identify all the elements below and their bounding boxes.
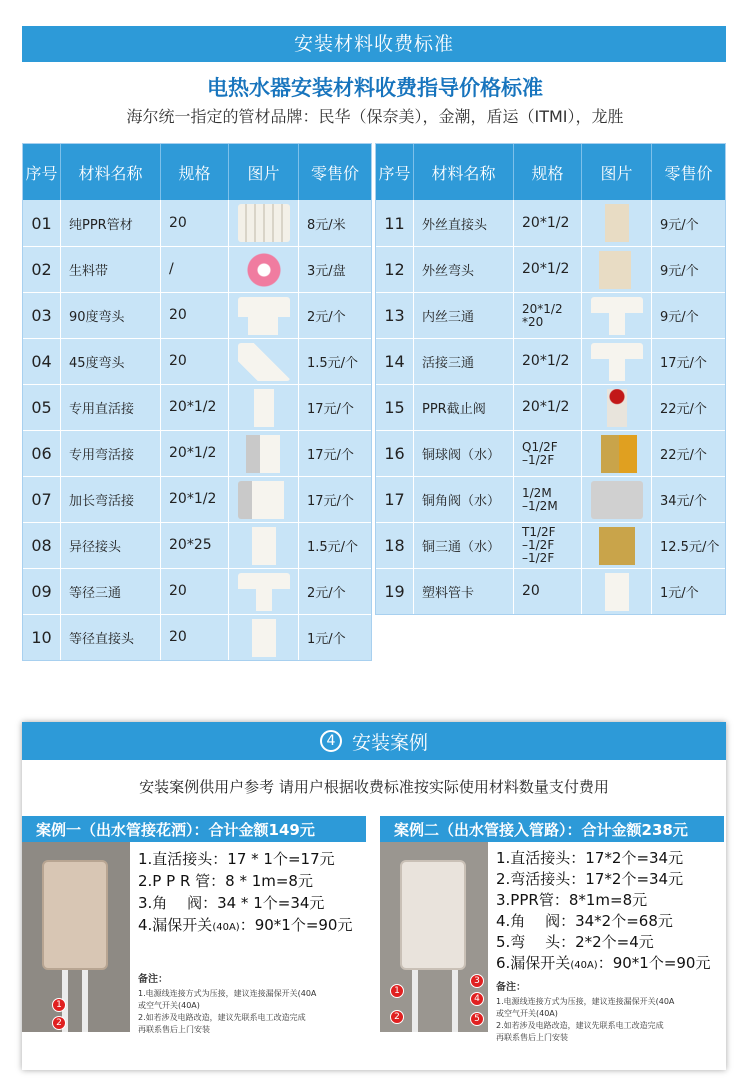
long-elbow-union-icon [238,481,290,519]
table-row [23,522,371,568]
case-item: 5.弯 头：2*2个=4元 [496,933,654,951]
material-name: 铜角阀（水） [414,477,514,522]
case-one [22,816,366,1062]
material-price: 1.5元/个 [307,540,359,555]
case-two [380,816,724,1062]
table-row [23,338,371,384]
material-price: 22元/个 [660,402,707,417]
cases-note: 安装案例供用户参考 请用户根据收费标准按实际使用材料数量支付费用 [139,778,609,796]
marker-5: 5 [470,1012,484,1026]
material-image [229,615,299,660]
row-number: 18 [376,523,414,568]
elbow-90-icon [238,297,290,335]
row-number: 17 [376,477,414,522]
material-price: 17元/个 [307,448,354,463]
material-name: 专用直活接 [61,385,161,430]
marker-2: 2 [52,1016,66,1030]
material-image [229,523,299,568]
row-number: 15 [376,385,414,430]
table-row [376,200,725,246]
male-elbow-icon [591,251,643,289]
material-name: 等径直接头 [61,615,161,660]
row-number: 05 [23,385,61,430]
material-price: 3元/盘 [307,264,346,279]
material-spec: 20 [161,339,229,384]
header-image: 图片 [229,144,299,200]
header-name: 材料名称 [61,144,161,200]
ball-valve-icon [591,435,643,473]
material-image [229,385,299,430]
row-number: 14 [376,339,414,384]
material-spec: / [161,247,229,292]
material-price: 17元/个 [307,402,354,417]
material-price: 9元/个 [660,217,699,233]
case-item: 6.漏保开关(40A)：90*1个=90元 [496,954,711,972]
material-image [582,569,652,614]
case-item: 2.弯活接头：17*2个=34元 [496,870,684,888]
row-number: 08 [23,523,61,568]
reducer-icon [238,527,290,565]
material-image [229,247,299,292]
row-number: 19 [376,569,414,614]
material-image [582,247,652,292]
material-image [582,431,652,476]
material-spec: 20 [161,200,229,246]
material-price: 1元/个 [660,586,699,601]
marker-2: 2 [390,1010,404,1024]
coupling-icon [238,619,290,657]
page-title: 电热水器安装材料收费指导价格标准 [207,76,543,100]
table-row [23,200,371,246]
material-name: 活接三通 [414,339,514,384]
material-spec: 20*1/2 [514,200,582,246]
table-row [376,430,725,476]
row-number: 04 [23,339,61,384]
header-price: 零售价 [664,163,713,183]
material-image [229,200,299,246]
material-image [582,200,652,246]
material-name: 90度弯头 [61,293,161,338]
case-two-title: 案例二（出水管接入管路）：合计金额238元 [380,816,724,842]
table-row [23,476,371,522]
row-number: 11 [376,200,414,246]
pipe-icon [82,970,88,1032]
page-banner: 安装材料收费标准 [22,26,726,62]
table-row [376,384,725,430]
material-spec: 20*1/2 [161,431,229,476]
material-image [229,339,299,384]
table-row [23,568,371,614]
row-number: 07 [23,477,61,522]
material-spec: 20*1/2 *20 [514,293,582,338]
material-price: 9元/个 [660,264,699,279]
row-number: 16 [376,431,414,476]
header-no: 序号 [376,144,414,200]
material-image [582,385,652,430]
material-name: 铜球阀（水） [414,431,514,476]
table-header [23,144,371,200]
material-image [582,523,652,568]
material-spec: 20*1/2 [161,477,229,522]
material-price: 1元/个 [307,632,346,647]
case-one-title: 案例一（出水管接花洒）：合计金额149元 [22,816,366,842]
row-number: 06 [23,431,61,476]
material-name: 45度弯头 [61,339,161,384]
water-heater-icon [400,860,466,970]
section-number: 4 [320,730,342,752]
row-number: 12 [376,247,414,292]
material-spec: T1/2F –1/2F –1/2F [514,523,582,568]
install-cases-section [22,722,726,1070]
straight-union-icon [238,389,290,427]
material-image [582,339,652,384]
case-item: 1.直活接头：17 * 1个=17元 [138,850,335,868]
header-spec: 规格 [514,144,582,200]
material-spec: 20 [161,569,229,614]
material-spec: 20 [161,615,229,660]
elbow-union-icon [238,435,290,473]
case-item: 3.角 阀：34 * 1个=34元 [138,894,325,912]
material-spec: 20*25 [161,523,229,568]
material-image [229,569,299,614]
header-image: 图片 [582,144,652,200]
material-price: 2元/个 [307,310,346,325]
material-price: 17元/个 [307,494,354,509]
table-row [23,246,371,292]
material-spec: 20 [161,293,229,338]
row-number: 02 [23,247,61,292]
material-spec: Q1/2F –1/2F [514,431,582,476]
table-row [376,292,725,338]
material-spec: 20*1/2 [514,339,582,384]
material-image [229,293,299,338]
table-row [23,384,371,430]
material-name: 外丝弯头 [414,247,514,292]
case-two-items [496,848,724,976]
material-name: PPR截止阀 [414,385,514,430]
case-item: 2.P P R 管：8 * 1m=8元 [138,872,313,890]
material-name: 专用弯活接 [61,431,161,476]
table-row [376,476,725,522]
material-price: 1.5元/个 [307,356,359,371]
material-name: 铜三通（水） [414,523,514,568]
price-table-right [375,143,726,615]
case-two-remark: 备注： 1.电源线连接方式为压接，建议连接漏保开关(40A 或空气开关(40A) 2.如若涉及电路改造，建议先联系电工改造完成 再联系售后上门安装 [496,982,675,1042]
ppr-pipe-icon [238,204,290,242]
elbow-45-icon [238,343,290,381]
material-price: 12.5元/个 [660,540,720,555]
material-name: 纯PPR管材 [61,200,161,246]
table-row [23,430,371,476]
case-two-photo [380,842,488,1032]
case-item: 4.漏保开关(40A)：90*1个=90元 [138,916,353,934]
header-name: 材料名称 [414,144,514,200]
row-number: 01 [23,200,61,246]
header-no: 序号 [23,144,61,200]
row-number: 09 [23,569,61,614]
cases-banner [22,722,726,760]
row-number: 10 [23,615,61,660]
tee-icon [238,573,290,611]
row-number: 13 [376,293,414,338]
material-spec: 20*1/2 [514,385,582,430]
material-name: 塑料管卡 [414,569,514,614]
table-row [23,292,371,338]
pipe-icon [412,970,418,1032]
marker-3: 3 [470,974,484,988]
material-spec: 1/2M –1/2M [514,477,582,522]
material-image [229,431,299,476]
material-price: 9元/个 [660,310,699,325]
table-row [376,522,725,568]
material-price: 8元/米 [307,217,346,233]
union-tee-icon [591,343,643,381]
material-name: 外丝直接头 [414,200,514,246]
material-name: 生料带 [61,247,161,292]
female-tee-icon [591,297,643,335]
table-row [376,246,725,292]
case-one-photo [22,842,130,1032]
angle-valve-icon [591,481,643,519]
table-row [376,338,725,384]
material-image [582,477,652,522]
stop-valve-icon [591,389,643,427]
brands-note: 海尔统一指定的管材品牌：民华（保奈美），金潮，盾运（ITMI），龙胜 [126,107,624,126]
material-name: 等径三通 [61,569,161,614]
material-name: 内丝三通 [414,293,514,338]
material-name: 加长弯活接 [61,477,161,522]
case-item: 3.PPR管：8*1m=8元 [496,891,648,909]
marker-1: 1 [390,984,404,998]
case-item: 4.角 阀：34*2个=68元 [496,912,673,930]
row-number: 03 [23,293,61,338]
material-spec: 20*1/2 [161,385,229,430]
table-row [376,568,725,614]
material-price: 22元/个 [660,448,707,463]
material-price: 2元/个 [307,586,346,601]
material-spec: 20*1/2 [514,247,582,292]
material-image [582,293,652,338]
brass-tee-icon [591,527,643,565]
case-one-remark: 备注： 1.电源线连接方式为压接，建议连接漏保开关(40A 或空气开关(40A) 2.如若涉及电路改造，建议先联系电工改造完成 再联系售后上门安装 [138,974,317,1034]
case-item: 1.直活接头：17*2个=34元 [496,849,684,867]
pipe-clip-icon [591,573,643,611]
material-spec: 20 [514,569,582,614]
price-table-left [22,143,372,661]
table-header [376,144,725,200]
header-spec: 规格 [161,144,229,200]
table-row [23,614,371,660]
tape-icon [238,251,290,289]
water-heater-icon [42,860,108,970]
material-price: 34元/个 [660,494,707,509]
header-price: 零售价 [310,163,359,183]
cases-title: 安装案例 [351,731,428,754]
material-name: 异径接头 [61,523,161,568]
material-image [229,477,299,522]
marker-1: 1 [52,998,66,1012]
pipe-icon [452,970,458,1032]
male-coupling-icon [591,204,643,242]
marker-4: 4 [470,992,484,1006]
case-one-items [138,848,366,939]
material-price: 17元/个 [660,356,707,371]
